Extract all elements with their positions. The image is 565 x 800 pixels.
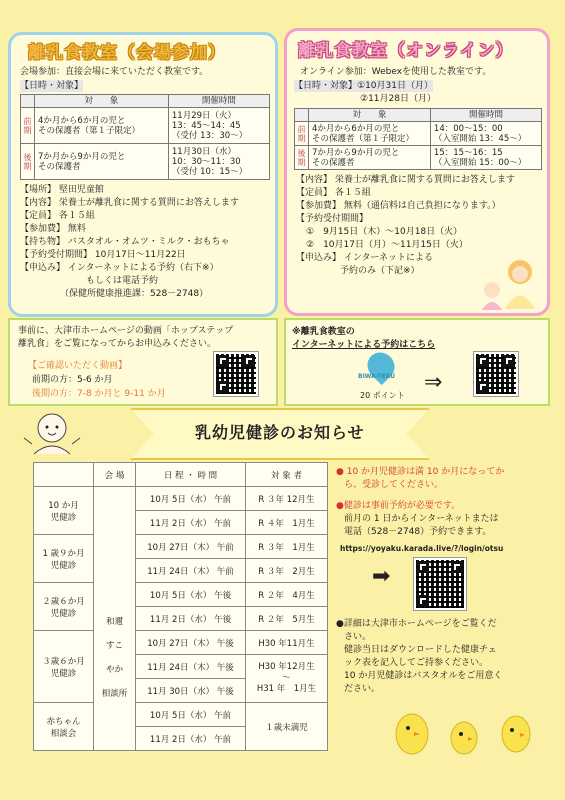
online-row-target: 7か月から9か月の児と bbox=[312, 147, 400, 158]
health-target: １歳未満児 bbox=[246, 703, 328, 751]
online-detail-apply: 【申込み】 インターネットによる bbox=[296, 253, 434, 263]
health-check-table bbox=[33, 462, 328, 751]
note-10m-line1: ● 10 か月児健診は満 10 か月になってか bbox=[336, 467, 505, 477]
chicks-illustration bbox=[384, 696, 544, 760]
online-detail-apply-note: 予約のみ（下記※） bbox=[340, 266, 420, 276]
video-notice-line2: 離乳食」をご覧になってからお申込みください。 bbox=[18, 339, 217, 349]
note-reserve: ●健診は事前予約が必要です。 bbox=[336, 501, 461, 511]
health-head-target: 対 象 者 bbox=[246, 463, 328, 487]
venue-detail-apply: 【申込み】 インターネットによる予約（右下※） bbox=[20, 263, 219, 273]
health-target: R ３年 1月生 bbox=[246, 535, 328, 559]
health-venue: 和邇 すこ やか 相談所 bbox=[94, 487, 136, 751]
online-class-title: 離乳食教室（オンライン） bbox=[298, 41, 514, 61]
venue-detail-period: 【予約受付期間】 10月17日～11月22日 bbox=[20, 250, 186, 260]
venue-detail-fee: 【参加費】 無料 bbox=[20, 224, 86, 234]
online-section-date2: ②11月28日（月） bbox=[360, 94, 436, 104]
health-target: R ３年 2月生 bbox=[246, 559, 328, 583]
online-detail-fee: 【参加費】 無料（通信料は自己負担になります。） bbox=[296, 201, 501, 211]
health-target: R ２年 4月生 bbox=[246, 583, 328, 607]
note-detail-3: 健診当日はダウンロードした健康チェ bbox=[344, 645, 497, 655]
venue-detail-apply-phone: もしくは電話予約 bbox=[86, 276, 159, 286]
note-detail-6: ださい。 bbox=[344, 684, 381, 694]
venue-row-time: 11月30日（水） bbox=[171, 146, 237, 157]
online-detail-period: 【予約受付期間】 bbox=[296, 214, 369, 224]
online-detail-content: 【内容】 栄養士が離乳食に関する質問にお答えします bbox=[296, 175, 515, 185]
online-detail-period-1: ① 9月15日（木）～10月18日（火） bbox=[306, 227, 463, 237]
online-detail-period-2: ② 10月17日（月）～11月15日（火） bbox=[306, 240, 468, 250]
health-date: 11月 30日（水） 午後 bbox=[136, 679, 246, 703]
health-check-title: 乳幼児健診のお知らせ bbox=[195, 423, 365, 442]
health-target: R ２年 5月生 bbox=[246, 607, 328, 631]
video-late: 後期の方：7-8 か月と 9-11 か月 bbox=[32, 389, 166, 399]
health-head-date: 日 程 ・ 時 間 bbox=[136, 463, 246, 487]
health-group-name: 赤ちゃん 相談会 bbox=[34, 703, 94, 751]
online-row-time: 14：00～15：00 bbox=[433, 123, 503, 134]
venue-detail-place: 【場所】 堅田児童館 bbox=[20, 185, 104, 195]
health-date: 10月 5日（水） 午前 bbox=[136, 703, 246, 727]
health-date: 11月 2日（水） 午前 bbox=[136, 727, 246, 751]
baby-illustration bbox=[18, 410, 88, 460]
venue-detail-capacity: 【定員】 各１５組 bbox=[20, 211, 95, 221]
note-detail-4: ック表を記入してご持参ください。 bbox=[344, 658, 489, 668]
video-early: 前期の方：5-6 か月 bbox=[32, 375, 113, 385]
health-target: R ４年 1月生 bbox=[246, 511, 328, 535]
video-notice-line1: 事前に、大津市ホームページの動画「ホップステップ bbox=[18, 326, 234, 336]
reservation-note-line1: ※離乳食教室の bbox=[292, 327, 355, 337]
venue-head-time: 開催時間 bbox=[168, 95, 269, 108]
health-group-name: ３歳６か月 児健診 bbox=[34, 631, 94, 703]
health-date: 11月 2日（水） 午後 bbox=[136, 607, 246, 631]
online-head-target: 対 象 bbox=[309, 109, 431, 122]
health-date: 11月 2日（水） 午前 bbox=[136, 511, 246, 535]
points-label: 20 ポイント bbox=[360, 391, 405, 400]
venue-row-target: 7か月から9か月の児と bbox=[38, 151, 126, 162]
note-reserve-2: 前月の 1 日からインターネットまたは bbox=[344, 514, 499, 524]
health-head-venue: 会 場 bbox=[94, 463, 136, 487]
venue-row-target: その保護者（第１子限定） bbox=[38, 125, 141, 136]
video-qr-code[interactable] bbox=[214, 352, 258, 396]
health-date: 10月 27日（木） 午後 bbox=[136, 631, 246, 655]
health-group-name: 10 か月 児健診 bbox=[34, 487, 94, 535]
venue-row-target: 4か月から6か月の児と bbox=[38, 115, 126, 126]
reservation-note-line2: インターネットによる予約はこちら bbox=[292, 340, 436, 350]
online-row-target: 4か月から6か月の児と bbox=[312, 123, 400, 134]
venue-schedule-table bbox=[20, 94, 270, 180]
health-head-kind bbox=[34, 463, 94, 487]
online-row-time: 15：15～16：15 bbox=[433, 147, 503, 158]
online-row-time: （入室開始 13：45～） bbox=[433, 133, 527, 144]
reservation-url[interactable]: https://yoyaku.karada.live/?/login/otsu bbox=[340, 544, 504, 553]
health-date: 11月 24日（木） 午後 bbox=[136, 655, 246, 679]
venue-row-target: その保護者 bbox=[38, 161, 81, 172]
reservation-qr-code[interactable] bbox=[474, 352, 518, 396]
note-detail-5: 10 か月児健診はバスタオルをご用意く bbox=[344, 671, 503, 681]
note-reserve-3: 電話（528－2748）予約できます。 bbox=[344, 527, 492, 537]
venue-detail-contact: （保健所健康推進課：528－2748） bbox=[60, 289, 209, 299]
venue-row-label: 前期 bbox=[21, 108, 35, 144]
online-row-label: 前期 bbox=[295, 122, 309, 146]
online-subtitle: オンライン参加：Webexを使用した教室です。 bbox=[300, 67, 492, 77]
mother-baby-illustration bbox=[470, 254, 540, 310]
venue-class-title: 離乳食教室（会場参加） bbox=[28, 43, 226, 63]
note-detail-1: ●詳細は大津市ホームページをご覧くだ bbox=[336, 619, 497, 629]
venue-detail-items: 【持ち物】 バスタオル・オムツ・ミルク・おもちゃ bbox=[20, 237, 230, 247]
health-group-name: 1 歳９か月 児健診 bbox=[34, 535, 94, 583]
venue-section-label: 【日時・対象】 bbox=[20, 81, 84, 91]
health-target: R ３年 12月生 bbox=[246, 487, 328, 511]
online-detail-capacity: 【定員】 各１５組 bbox=[296, 188, 371, 198]
venue-detail-content: 【内容】 栄養士が離乳食に関する質問にお答えします bbox=[20, 198, 239, 208]
online-row-time: （入室開始 15：00～） bbox=[433, 157, 527, 168]
health-reservation-qr-code[interactable] bbox=[414, 558, 466, 610]
venue-subtitle: 会場参加：直接会場に来ていただく教室です。 bbox=[20, 67, 209, 77]
venue-row-time: （受付 10：15～） bbox=[171, 166, 248, 177]
note-10m-line2: ら、受診してください。 bbox=[344, 480, 444, 490]
venue-head-target: 対 象 bbox=[35, 95, 169, 108]
venue-row-time: 11月29日（火） bbox=[171, 110, 237, 121]
online-schedule-table bbox=[294, 108, 542, 170]
arrow-right-icon: ➡ bbox=[372, 564, 391, 589]
health-date: 10月 27日（木） 午前 bbox=[136, 535, 246, 559]
venue-row-time: 13：45～14：45 bbox=[171, 120, 241, 131]
health-target: H30 年11月生 bbox=[246, 631, 328, 655]
venue-row-time: 10：30～11：30 bbox=[171, 156, 241, 167]
online-section-label: 【日時・対象】①10月31日（月） bbox=[294, 81, 433, 91]
online-head-time: 開催時間 bbox=[430, 109, 541, 122]
health-date: 10月 5日（水） 午前 bbox=[136, 487, 246, 511]
online-row-target: その保護者 bbox=[312, 157, 355, 168]
venue-row-time: （受付 13：30～） bbox=[171, 130, 248, 141]
video-list-heading: 【ご確認いただく動画】 bbox=[28, 361, 128, 371]
online-row-label: 後期 bbox=[295, 146, 309, 170]
venue-row-label: 後期 bbox=[21, 144, 35, 180]
biwa-teku-badge-label: BIWA-TEKU bbox=[358, 373, 396, 380]
note-detail-2: さい。 bbox=[344, 632, 372, 642]
health-group-name: ２歳６か月 児健診 bbox=[34, 583, 94, 631]
health-target-range: H30 年12月生 ～ H31 年 1月生 bbox=[246, 655, 328, 703]
online-row-target: その保護者（第１子限定） bbox=[312, 133, 415, 144]
health-date: 10月 5日（水） 午後 bbox=[136, 583, 246, 607]
health-date: 11月 24日（木） 午前 bbox=[136, 559, 246, 583]
arrow-right-icon: ⇒ bbox=[424, 370, 443, 395]
